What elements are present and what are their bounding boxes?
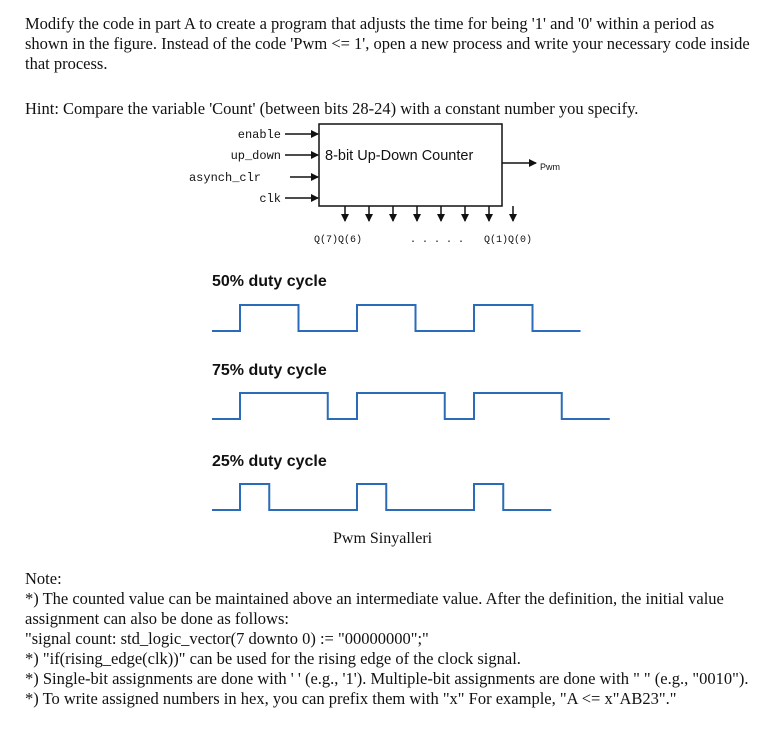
waveform-label-25: 25% duty cycle <box>212 453 327 470</box>
note-item-2: "signal count: std_logic_vector(7 downto 0) := "00000000";" <box>25 629 429 648</box>
note-item-4: *) Single-bit assignments are done with ' ' (e.g., '1'). Multiple-bit assignments are done with " " (e.g., "0010"). <box>25 669 749 688</box>
figure-caption: Pwm Sinyalleri <box>333 530 433 547</box>
input-label-up-down: up_down <box>230 149 281 163</box>
note-item-5: *) To write assigned numbers in hex, you can prefix them with "x" For example, "A <= x"AB23"." <box>25 689 677 708</box>
note-item-1: *) The counted value can be maintained above an intermediate value. After the definition, the initial value assignment can also be done as follows: <box>25 589 724 628</box>
waveform-75 <box>212 393 610 419</box>
input-label-clk: clk <box>259 192 281 206</box>
notes-heading: Note: <box>25 569 62 588</box>
bus-arrows <box>345 206 513 221</box>
counter-title: 8-bit Up-Down Counter <box>325 148 474 164</box>
bus-label-low: Q(1)Q(0) <box>484 235 533 246</box>
input-label-asynch-clr: asynch_clr <box>188 171 261 185</box>
note-item-3: *) "if(rising_edge(clk))" can be used for the rising edge of the clock signal. <box>25 649 521 668</box>
waveform-label-75: 75% duty cycle <box>212 362 327 379</box>
notes-section <box>25 569 755 709</box>
waveform-label-50: 50% duty cycle <box>212 273 327 290</box>
waveform-25 <box>212 484 551 510</box>
output-label-pwm: Pwm <box>540 162 560 172</box>
counter-block <box>319 124 502 206</box>
bus-label-high: Q(7)Q(6) <box>314 235 363 246</box>
input-label-enable: enable <box>237 128 281 142</box>
hint-text: Hint: Compare the variable 'Count' (between bits 28-24) with a constant number you specify. <box>25 99 639 118</box>
bus-label-dots: . . . . . <box>410 235 465 246</box>
question-text: Modify the code in part A to create a program that adjusts the time for being '1' and '0' within a period as shown in the figure. Instead of the code 'Pwm <= 1', open a new process and write your necessary code inside that process. <box>25 14 750 73</box>
waveform-50 <box>212 305 581 331</box>
